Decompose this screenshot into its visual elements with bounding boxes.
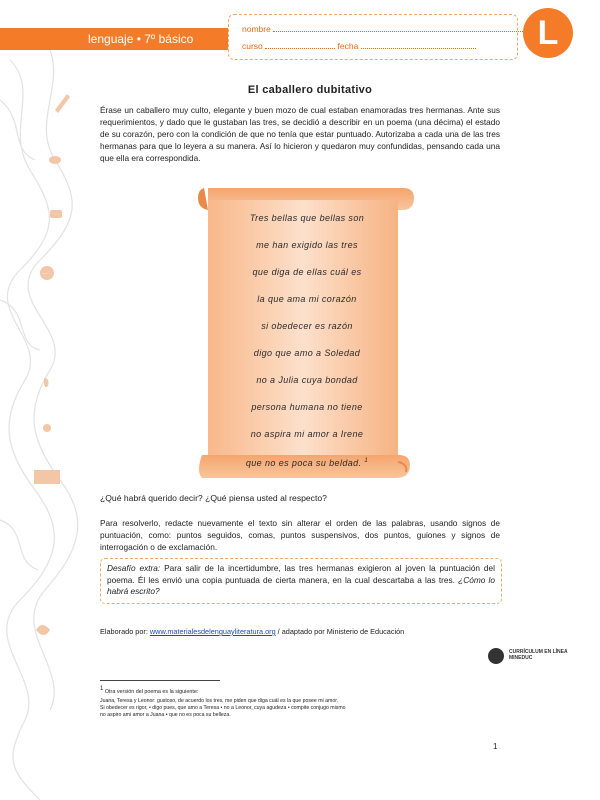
brand-line2: MINEDUC: [509, 655, 533, 661]
poem-line: que diga de ellas cuál es: [252, 267, 362, 277]
challenge-box: [100, 558, 502, 604]
challenge-text: Para salir de la incertidumbre, las tres hermanas exigieron al joven la puntuación del poema. Él les envió una copia puntuada de cierta manera, en la cual descartaba a las tres.: [107, 563, 495, 585]
date-line: [361, 48, 476, 49]
page-title: El caballero dubitativo: [247, 84, 373, 96]
footnote-line: Si obedecer es rigor, • digo pues, que amo a Teresa • no a Leonor, cuya agudeza • compite conjugo mismo: [100, 705, 346, 711]
brand-text: [509, 649, 568, 661]
brand-logo: [488, 646, 578, 668]
name-line: [273, 31, 523, 32]
challenge-label: Desafío extra:: [107, 563, 161, 573]
footnote-line: no aspiro ami amor a Juana • que no es poca su belleza.: [100, 712, 231, 718]
challenge-question: ¿Cómo lo habrá escrito?: [107, 574, 495, 596]
credit-prefix: Elaborado por:: [100, 627, 150, 636]
instructions-paragraph: Para resolverlo, redacte nuevamente el texto sin alterar el orden de las palabras, usando signos de puntuación, como: puntos seguidos, comas, puntos suspensivos, dos puntos, guiones y signos de interrogación o de exclamación.: [100, 518, 500, 552]
svg-text:···: ···: [42, 271, 48, 278]
poem-line: persona humana no tiene: [251, 402, 363, 412]
footnote-divider: [100, 680, 220, 681]
student-info-box: [228, 14, 518, 60]
poem-last-line: que no es poca su beldad.: [245, 458, 362, 468]
question-text: ¿Qué habrá querido decir? ¿Qué piensa usted al respecto?: [100, 493, 327, 503]
poem-line: si obedecer es razón: [261, 321, 353, 331]
credit-line: [100, 627, 500, 636]
subject-logo: L: [523, 8, 573, 58]
credit-link[interactable]: www.materialesdelenguayliteratura.org: [149, 627, 276, 636]
course-line: [265, 48, 335, 49]
poem-line: la que ama mi corazón: [257, 294, 357, 304]
course-label: curso: [242, 41, 263, 51]
poem-line: Tres bellas que bellas son: [249, 213, 365, 223]
credit-suffix: / adaptado por Ministerio de Educación: [275, 627, 405, 636]
poem-line: [222, 455, 392, 482]
poem-line: me han exigido las tres: [256, 240, 358, 250]
footnote-mark: 1: [100, 686, 104, 692]
footnote-heading: [100, 686, 400, 695]
poem-line: no aspira mi amor a Irene: [250, 429, 364, 439]
poem: [222, 212, 392, 482]
date-label: fecha: [337, 41, 359, 51]
page-number: 1: [493, 742, 498, 751]
intro-paragraph: Érase un caballero muy culto, elegante y buen mozo de cual estaban enamoradas tres hermanas. Ante sus requerimientos, y dado que le gustaban las tres, se decidió a describir en un poema (una décima) el estado de su corazón, pero con la condición de que no tenía que estar puntuado. Autorizaba a cada una de las tres hermanas para que lo leyera a su manera. Así lo hicieron y quedaron muy confundidas, pensando cada una que ella era correspondida.: [100, 105, 500, 163]
footnote-body: [100, 698, 420, 719]
subject-band: lenguaje • 7º básico: [0, 28, 228, 50]
name-label: nombre: [242, 24, 271, 34]
footnote-reference[interactable]: 1: [364, 458, 369, 464]
footnote-line: Juana, Teresa y Leonor: gustoso, de acuerdo los tres, me piden que diga cuál es la que posee mi amor.: [100, 698, 339, 704]
poem-line: digo que amo a Soledad: [253, 348, 361, 358]
footnote-label: Otra versión del poema es la siguiente:: [104, 688, 199, 695]
play-icon: [488, 648, 504, 664]
brand-line1: CURRÍCULUM EN LÍNEA: [509, 649, 568, 655]
course-date-field[interactable]: [242, 41, 476, 51]
decorative-margin: [0, 0, 90, 800]
poem-line: no a Julia cuya bondad: [256, 375, 358, 385]
name-field[interactable]: [242, 24, 523, 34]
